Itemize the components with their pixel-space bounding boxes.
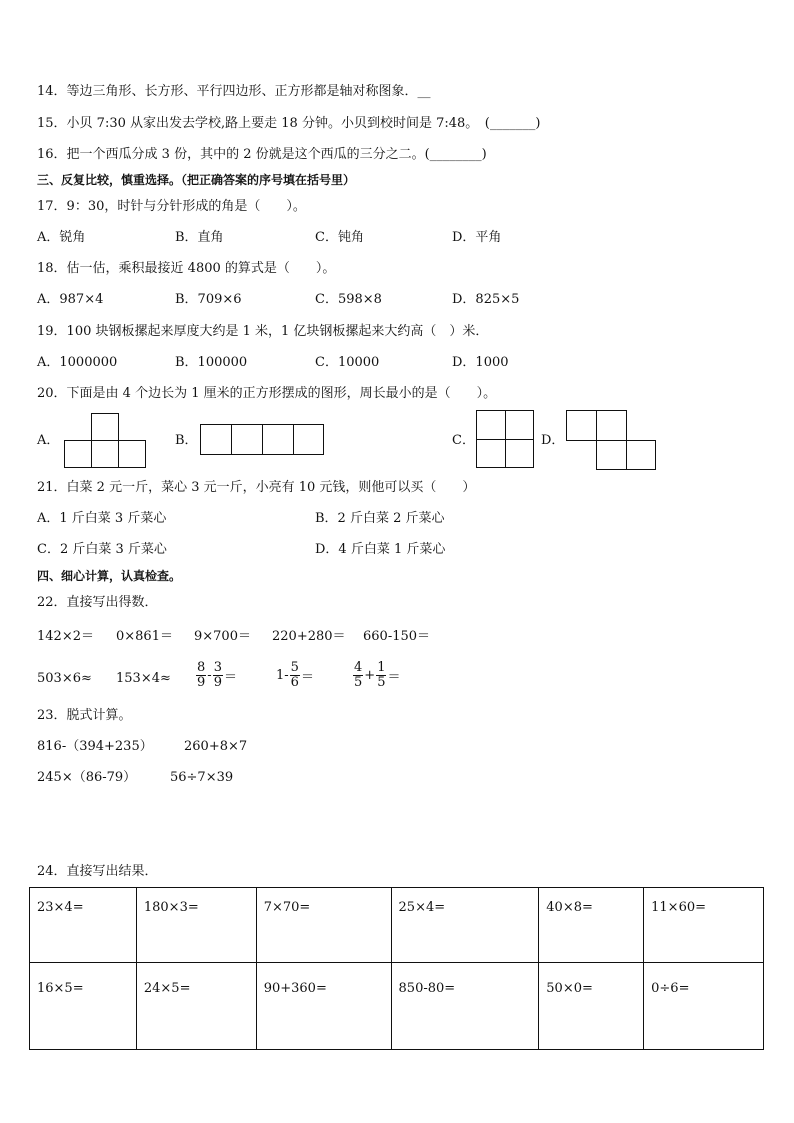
q23-expr-4: 56÷7×39 xyxy=(170,770,234,785)
shape-b-figure xyxy=(200,424,324,455)
q22-fraction-expr-2: 1- $\frac{5}{6}$ ＝ xyxy=(276,660,314,690)
q18-option-b: B．709×6 xyxy=(175,292,242,307)
q21-option-c: C．2 斤白菜 3 斤菜心 xyxy=(37,542,167,557)
q22-expr-1: 142×2＝ xyxy=(37,629,94,644)
question-23: 23．脱式计算。 xyxy=(37,708,132,723)
q20-option-d: D． xyxy=(541,433,565,448)
q19-option-b: B．100000 xyxy=(175,355,248,370)
q22-expr-7: 153×4≈ xyxy=(116,671,171,686)
table-cell: 24×5= xyxy=(136,963,256,1050)
q20-option-c: C． xyxy=(452,433,475,448)
question-14: 14．等边三角形、长方形、平行四边形、正方形都是轴对称图象．__ xyxy=(37,84,431,99)
table-cell: 90+360= xyxy=(256,963,391,1050)
table-row xyxy=(30,963,764,1050)
question-21: 21．白菜 2 元一斤，菜心 3 元一斤，小亮有 10 元钱，则他可以买（ ） xyxy=(37,480,476,495)
q17-option-d: D．平角 xyxy=(452,230,502,245)
q22-expr-2: 0×861＝ xyxy=(116,629,173,644)
q20-option-b: B． xyxy=(175,433,198,448)
table-cell: 850-80= xyxy=(391,963,539,1050)
q18-option-a: A．987×4 xyxy=(37,292,104,307)
q19-option-c: C．10000 xyxy=(315,355,380,370)
q17-option-a: A．锐角 xyxy=(37,230,86,245)
table-cell: 0÷6= xyxy=(644,963,764,1050)
question-22: 22．直接写出得数． xyxy=(37,595,158,610)
q24-calc-table xyxy=(29,887,764,1050)
q21-option-a: A．1 斤白菜 3 斤菜心 xyxy=(37,511,167,526)
q22-expr-3: 9×700＝ xyxy=(194,629,251,644)
q18-option-c: C．598×8 xyxy=(315,292,382,307)
q21-option-d: D．4 斤白菜 1 斤菜心 xyxy=(315,542,446,557)
q23-expr-2: 260+8×7 xyxy=(184,739,248,754)
question-15: 15．小贝 7:30 从家出发去学校,路上要走 18 分钟。小贝到校时间是 7:48。 (_______) xyxy=(37,116,541,131)
section-3-heading: 三、反复比较，慎重选择。（把正确答案的序号填在括号里） xyxy=(37,173,356,187)
q22-expr-4: 220+280＝ xyxy=(272,629,346,644)
q22-expr-6: 503×6≈ xyxy=(37,671,92,686)
table-cell: 11×60= xyxy=(644,888,764,963)
table-cell: 50×0= xyxy=(539,963,644,1050)
table-cell: 180×3= xyxy=(136,888,256,963)
question-24: 24．直接写出结果． xyxy=(37,864,158,879)
q23-expr-3: 245×（86-79） xyxy=(37,770,137,785)
section-4-heading: 四、细心计算，认真检查。 xyxy=(37,569,182,583)
q18-option-d: D．825×5 xyxy=(452,292,520,307)
q22-fraction-expr-3: $\frac{4}{5}$ + $\frac{1}{5}$ ＝ xyxy=(354,660,401,690)
table-cell: 16×5= xyxy=(30,963,137,1050)
shape-a-figure xyxy=(64,413,146,468)
q21-option-b: B．2 斤白菜 2 斤菜心 xyxy=(315,511,445,526)
table-row xyxy=(30,888,764,963)
q19-option-d: D．1000 xyxy=(452,355,509,370)
table-cell: 25×4= xyxy=(391,888,539,963)
question-17: 17．9：30，时针与分针形成的角是（ ）。 xyxy=(37,199,306,214)
q19-option-a: A．1000000 xyxy=(37,355,118,370)
table-cell: 23×4= xyxy=(30,888,137,963)
question-18: 18．估一估，乘积最接近 4800 的算式是（ ）。 xyxy=(37,261,336,276)
q20-option-a: A． xyxy=(37,433,60,448)
question-20: 20．下面是由 4 个边长为 1 厘米的正方形摆成的图形，周长最小的是（ ）。 xyxy=(37,386,497,401)
table-cell: 40×8= xyxy=(539,888,644,963)
shape-d-figure xyxy=(566,410,656,470)
question-16: 16．把一个西瓜分成 3 份，其中的 2 份就是这个西瓜的三分之二。(________) xyxy=(37,147,487,162)
q17-option-c: C．钝角 xyxy=(315,230,364,245)
q17-option-b: B．直角 xyxy=(175,230,224,245)
question-19: 19．100 块钢板摞起来厚度大约是 1 米，1 亿块钢板摞起来大约高（ ）米． xyxy=(37,324,489,339)
table-cell: 7×70= xyxy=(256,888,391,963)
shape-c-figure xyxy=(476,410,534,468)
q23-expr-1: 816-（394+235） xyxy=(37,739,153,754)
q22-expr-5: 660-150＝ xyxy=(363,629,431,644)
q22-fraction-expr-1: $\frac{8}{9}$ - $\frac{3}{9}$ ＝ xyxy=(197,660,237,690)
